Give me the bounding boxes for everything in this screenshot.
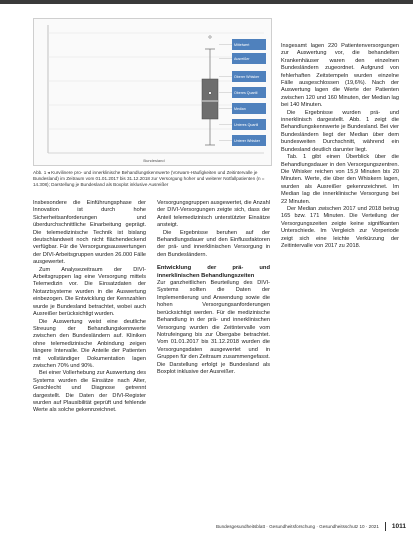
mean-marker [209, 92, 212, 95]
footer-divider [385, 522, 386, 531]
legend-label: Median [234, 107, 246, 111]
legend-label: Ausreißer [234, 57, 250, 61]
header-bar [0, 0, 413, 4]
paragraph: Die Ergebnisse wurden prä- und innerklinisch dargestellt. Abb. 1 zeigt die Behandlungskennwerte je Bundesland. Bei vier Bundesländern liegt der Median über dem bundesweiten Durchschnitt, während ein Bundesland deutlich darunter liegt. [281, 109, 399, 153]
boxplot-chart [34, 19, 271, 165]
paragraph: Die Auswertung weist eine deutliche Streuung der Behandlungskennwerte zwischen den Bundesländern auf. Kliniken ohne telemedizinische Anbindung zeigen längere Intervalle. Die Anteile der Patienten mit vollständiger Dokumentation lagen zwischen 70% und 90%. [33, 318, 146, 369]
text-column-left [33, 200, 146, 415]
x-axis-label: Bundesland [143, 158, 165, 163]
legend-label: Mittelwert [234, 43, 250, 47]
paragraph: Der Median zwischen 2017 und 2018 betrug 165 bzw. 171 Minuten. Die Verteilung der Versorgungszeiten zeigte keine signifikanten Unterschiede. Im Vergleich zur Vorperiode zeigt sich eine leichte Verkürzung der Zeitintervalle von 2017 zu 2018. [281, 205, 399, 249]
paragraph: Insbesondere die Einführungsphase der Innovation ist durch hohe Sicherheitsanforderungen und überdurchschnittliche Einarbeitung geprägt. Die telemedizinische Technik ist bislang deutschlandweit noch nicht flächendeckend verfügbar. Für die Versorgungsauswertungen der DIVI-Arbeitsgruppen wurden 26.000 Fälle ausgewertet. [33, 200, 146, 266]
paragraph: Tab. 1 gibt einen Überblick über die Behandlungsdauer in den Versorgungszentren. Die Whisker reichen von 15,9 Minuten bis 20 Minuten. Werte, die über den Whiskern lagen, wurden als Ausreißer gekennzeichnet. Im Median lag die innerklinische Versorgung bei 22 Minuten. [281, 154, 399, 205]
gridlines [48, 33, 264, 153]
paragraph: Die Ergebnisse beruhen auf der Behandlungsdauer und den Einflussfaktoren der prä- und innerklinischen Versorgung in den Bundesländern. [157, 229, 270, 258]
body-columns [33, 200, 270, 415]
legend-label: Oberer Whisker [234, 75, 260, 79]
text-column-middle [157, 200, 270, 415]
text-column-right [281, 43, 399, 250]
outlier-point [209, 36, 211, 38]
paragraph: Insgesamt lagen 220 Patientenversorgungen zur Auswertung vor, die behandelten Krankenhäuser waren den einzelnen Bundesländern zugeordnet. Aufgrund von fehlerhaften Zeitstempeln wurden einzelne Fälle ausgeschlossen (19,6%). Nach der Auswertung lagen die Werte der Patienten zwischen 120 und 160 Minuten, der Median lag bei 140 Minuten. [281, 43, 399, 109]
legend-label: Oberes Quartil [234, 91, 258, 95]
section-heading: Entwicklung der prä- und innerklinischen Behandlungszeiten [157, 265, 270, 279]
paragraph: Zur ganzheitlichen Beurteilung des DIVI-Systems sollten die Daten der Implementierung und Anwendung sowie die hohen Versorgungsanforderungen berücksichtigt werden. Für die medizinische Behandlung in der prä- und innerklinischen Versorgung wurden die Zeitintervalle vom Notrufeingang bis zur Übergabe betrachtet. Vom 01.01.2017 bis 31.12.2018 wurden die Versorgungsdaten ausgewertet und in Gruppen für den Zeitraum zusammengefasst. Die Darstellung erfolgt je Bundesland als Boxplot inklusive der Ausreißer. [157, 280, 270, 375]
paragraph: Bei einer Vollerhebung zur Auswertung des Systems wurden die Einsätze nach Alter, Geschlecht und Diagnose getrennt dargestellt. Die Daten der DIVI-Register wurden auf Plausibilität geprüft und fehlende Werte als solche gekennzeichnet. [33, 370, 146, 414]
page-footer [176, 522, 406, 531]
left-section [33, 18, 270, 415]
figure-1 [33, 18, 272, 166]
figure-caption: Abb. 1 ◂ Kurvilinere pro- und innerklinische Behandlungskennwerte (Vorwarn-Häufigkeiten und Zeitintervalle je Bundesland) im Zeitraum vom 01.01.2017 bis 31.12.2018 zur Versorgung hoher und weiterer Notfallpatienten (n = 14.308); Darstellung je Bundesland als Boxplot inklusive Ausreißer [33, 170, 265, 187]
boxes [202, 36, 218, 145]
journal-citation: Bundesgesundheitsblatt · Gesundheitsforschung · Gesundheitsschutz 10 · 2021 [215, 524, 379, 529]
legend [219, 39, 266, 146]
legend-label: Unteres Quartil [234, 123, 259, 127]
iqr-box [202, 79, 218, 119]
legend-label: Unterer Whisker [234, 139, 260, 143]
paragraph: Versorgungsgruppen ausgewertet, die Anzahl der DIVI-Versorgungen zeigte sich, dass der Anteil telemedizinisch unterstützter Einsätze ansteigt. [157, 200, 270, 229]
page-number: 1011 [391, 523, 406, 530]
paragraph: Zum Analysezeitraum der DIVI-Arbeitsgruppen lag eine Versorgung mittels Telemedizin vor. Die Einsatzdaten der Notarztsysteme wurden in die Auswertung einbezogen. Die Entwicklung der Kennzahlen wurde je Bundesland betrachtet, wobei auch Ausreißer berücksichtigt wurden. [33, 266, 146, 318]
